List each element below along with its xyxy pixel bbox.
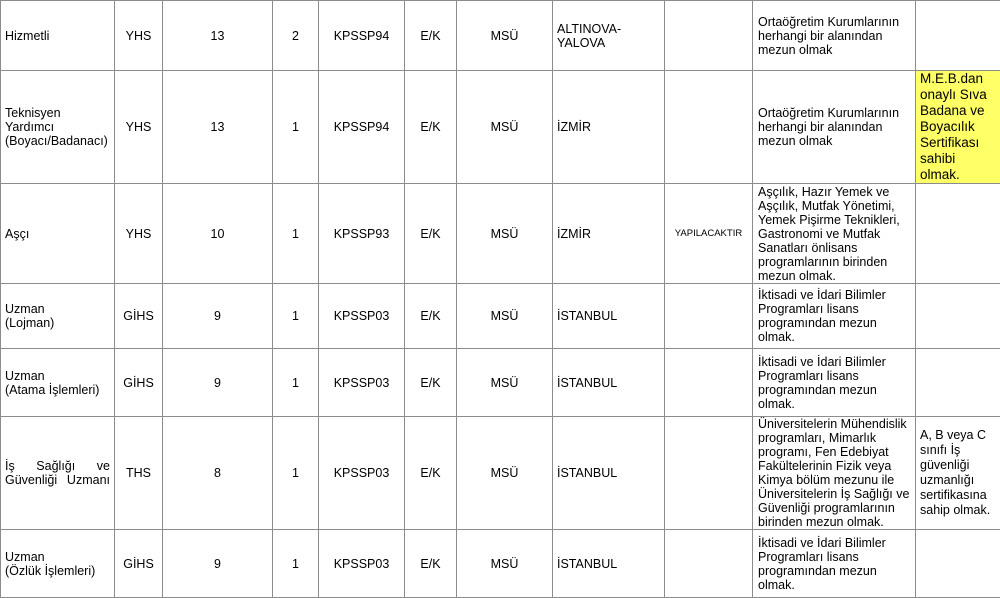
location-cell: ALTINOVA- YALOVA: [553, 1, 665, 71]
position-cell: Hizmetli: [1, 1, 115, 71]
quota-cell: 1: [273, 71, 319, 184]
note-cell: [916, 284, 1000, 349]
msu-cell: MSÜ: [457, 1, 553, 71]
degree-cell: 13: [163, 71, 273, 184]
gender-cell: E/K: [405, 284, 457, 349]
kpss-cell: KPSSP03: [319, 417, 405, 530]
class-cell: GİHS: [115, 284, 163, 349]
note-cell: [916, 530, 1000, 598]
msu-cell: MSÜ: [457, 417, 553, 530]
quota-cell: 1: [273, 284, 319, 349]
requirement-cell: Aşçılık, Hazır Yemek ve Aşçılık, Mutfak Yönetimi, Yemek Pişirme Teknikleri, Gastronomi ve Mutfak Sanatları önlisans programlarının birinden mezun olmak.: [753, 184, 916, 284]
gender-cell: E/K: [405, 530, 457, 598]
location-cell: İSTANBUL: [553, 530, 665, 598]
msu-cell: MSÜ: [457, 530, 553, 598]
exam-cell: [665, 417, 753, 530]
exam-cell: [665, 1, 753, 71]
gender-cell: E/K: [405, 184, 457, 284]
table-row: [1, 284, 1000, 349]
requirement-cell: İktisadi ve İdari Bilimler Programları lisans programından mezun olmak.: [753, 349, 916, 417]
location-cell: İZMİR: [553, 71, 665, 184]
gender-cell: E/K: [405, 417, 457, 530]
location-cell: İSTANBUL: [553, 417, 665, 530]
gender-cell: E/K: [405, 1, 457, 71]
position-cell: Uzman (Atama İşlemleri): [1, 349, 115, 417]
gender-cell: E/K: [405, 71, 457, 184]
requirement-cell: İktisadi ve İdari Bilimler Programları lisans programından mezun olmak.: [753, 284, 916, 349]
position-cell: Teknisyen Yardımcı (Boyacı/Badanacı): [1, 71, 115, 184]
msu-cell: MSÜ: [457, 71, 553, 184]
degree-cell: 8: [163, 417, 273, 530]
exam-cell: [665, 284, 753, 349]
requirement-cell: İktisadi ve İdari Bilimler Programları lisans programından mezun olmak.: [753, 530, 916, 598]
table-row: [1, 349, 1000, 417]
exam-cell: [665, 71, 753, 184]
class-cell: THS: [115, 417, 163, 530]
kpss-cell: KPSSP93: [319, 184, 405, 284]
note-cell: A, B veya C sınıfı İş güvenliği uzmanlığı sertifikasına sahip olmak.: [916, 417, 1000, 530]
degree-cell: 9: [163, 284, 273, 349]
requirement-cell: Ortaöğretim Kurumlarının herhangi bir alanından mezun olmak: [753, 1, 916, 71]
requirement-cell: Üniversitelerin Mühendislik programları, Mimarlık programı, Fen Edebiyat Fakültelerinin Fizik veya Kimya bölüm mezunu ile Üniversitelerin İş Sağlığı ve Güvenliği programlarının birinden mezun olmak.: [753, 417, 916, 530]
quota-cell: 1: [273, 530, 319, 598]
class-cell: YHS: [115, 184, 163, 284]
location-cell: İSTANBUL: [553, 284, 665, 349]
quota-cell: 1: [273, 417, 319, 530]
requirement-cell: Ortaöğretim Kurumlarının herhangi bir alanından mezun olmak: [753, 71, 916, 184]
degree-cell: 13: [163, 1, 273, 71]
table-row: [1, 530, 1000, 598]
note-cell: [916, 349, 1000, 417]
location-cell: İSTANBUL: [553, 349, 665, 417]
kpss-cell: KPSSP03: [319, 284, 405, 349]
kpss-cell: KPSSP94: [319, 1, 405, 71]
kpss-cell: KPSSP03: [319, 349, 405, 417]
msu-cell: MSÜ: [457, 349, 553, 417]
quota-cell: 2: [273, 1, 319, 71]
degree-cell: 9: [163, 349, 273, 417]
quota-cell: 1: [273, 349, 319, 417]
degree-cell: 10: [163, 184, 273, 284]
note-cell: [916, 1, 1000, 71]
msu-cell: MSÜ: [457, 284, 553, 349]
exam-cell: [665, 530, 753, 598]
kpss-cell: KPSSP03: [319, 530, 405, 598]
location-cell: İZMİR: [553, 184, 665, 284]
position-cell: Aşçı: [1, 184, 115, 284]
table-body: [1, 1, 1000, 598]
table-row: [1, 71, 1000, 184]
class-cell: GİHS: [115, 530, 163, 598]
note-cell: [916, 184, 1000, 284]
class-cell: GİHS: [115, 349, 163, 417]
degree-cell: 9: [163, 530, 273, 598]
gender-cell: E/K: [405, 349, 457, 417]
position-cell: Uzman (Lojman): [1, 284, 115, 349]
table-row: [1, 417, 1000, 530]
msu-cell: MSÜ: [457, 184, 553, 284]
table-row: [1, 184, 1000, 284]
exam-cell: [665, 349, 753, 417]
note-cell: M.E.B.dan onaylı Sıva Badana ve Boyacılık Sertifikası sahibi olmak.: [916, 71, 1000, 184]
quota-cell: 1: [273, 184, 319, 284]
exam-cell: YAPILACAKTIR: [665, 184, 753, 284]
position-cell: İş Sağlığı ve Güvenliği Uzmanı: [1, 417, 115, 530]
class-cell: YHS: [115, 1, 163, 71]
table-row: [1, 1, 1000, 71]
class-cell: YHS: [115, 71, 163, 184]
position-cell: Uzman (Özlük İşlemleri): [1, 530, 115, 598]
kpss-cell: KPSSP94: [319, 71, 405, 184]
